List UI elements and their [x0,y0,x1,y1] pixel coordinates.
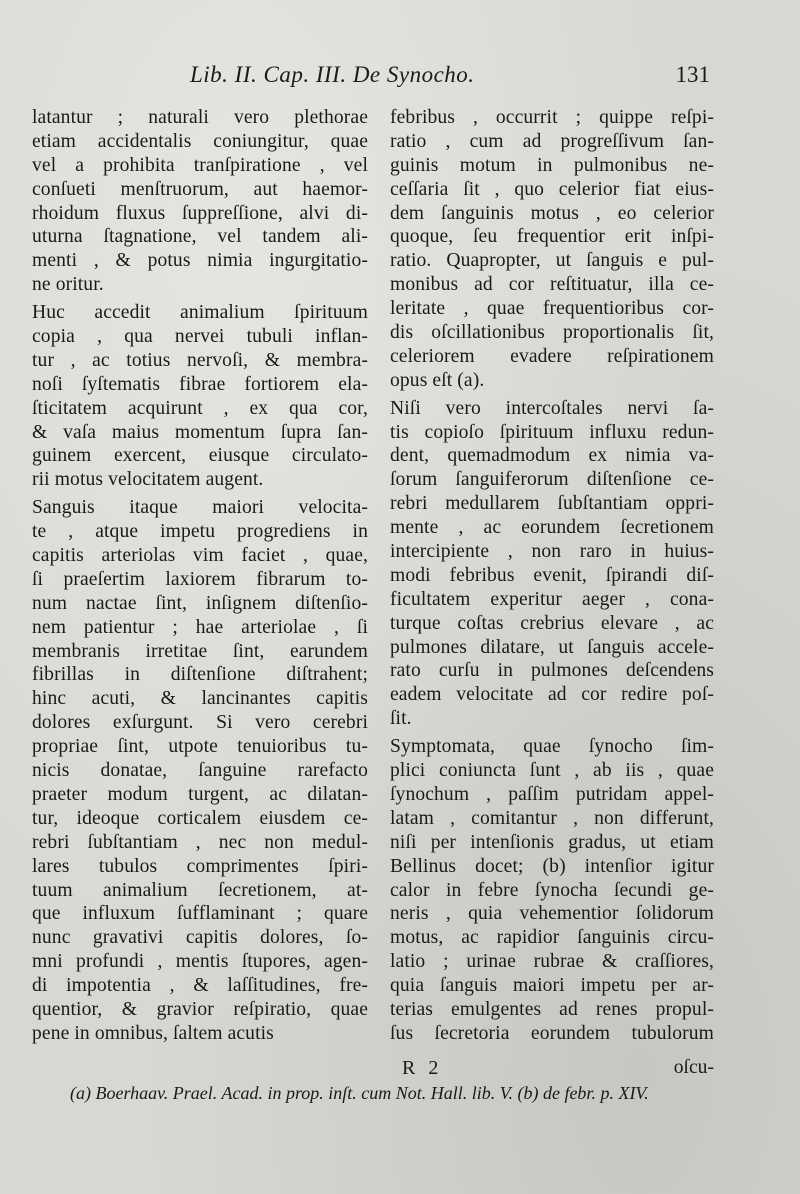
running-head: Lib. II. Cap. III. De Synocho. [190,62,475,87]
text-line: neris , quia vehementior ſolidorum [390,903,714,925]
text-line: num nactae ſint, inſignem diſtenſio- [32,592,368,614]
text-line: motus, ac rapidior ſanguinis circu- [390,927,714,949]
text-line: ſi praeſertim laxiorem fibrarum to- [32,568,368,590]
footnote: (a) Boerhaav. Prael. Acad. in prop. inſt. cum Not. Hall. lib. V. (b) de febr. p. XIV. [70,1083,649,1103]
text-line: plici coniuncta ſunt , ab iis , quae [390,760,714,782]
text-line: monibus ad cor reſtituatur, illa ce- [390,274,714,296]
text-line: quoque, ſeu frequentior erit inſpi- [390,226,714,248]
text-line: calor in febre ſynocha ſecundi ge- [390,879,714,901]
text-line: ficultatem experitur aeger , cona- [390,588,714,610]
text-line: di impotentia , & laſſitudines, fre- [32,975,368,997]
text-line: conſueti menſtruorum, aut haemor- [32,178,368,200]
text-line: rebri ſubſtantiam , nec non medul- [32,831,368,853]
text-line: tuum animalium ſecretionem, at- [32,879,368,901]
right-column [390,106,714,1046]
text-line: menti , & potus nimia ingurgitatio- [32,250,368,272]
text-line: praeter modum turgent, ac dilatan- [32,783,368,805]
text-line: mente , ac eorundem ſecretionem [390,517,714,539]
text-line: guinem exercent, eiusque circulato- [32,445,368,467]
text-line: Niſi vero intercoſtales nervi ſa- [390,397,714,419]
text-line: quentior, & gravior reſpiratio, quae [32,998,368,1020]
text-line: rato curſu in pulmones deſcendens [390,660,714,682]
text-line: guinis motum in pulmonibus ne- [390,154,714,176]
text-line: dent, quemadmodum ex nimia va- [390,445,714,467]
text-line: etiam accidentalis coniungitur, quae [32,130,368,152]
text-line: mni profundi , mentis ſtupores, agen- [32,951,368,973]
text-line: ratio , cum ad progreſſivum ſan- [390,130,714,152]
text-line: ne oritur. [32,274,104,296]
text-line: Huc accedit animalium ſpirituum [32,302,368,324]
text-line: latantur ; naturali vero plethorae [32,107,368,128]
text-line: que influxum ſufflaminant ; quare [32,903,368,925]
text-line: dis oſcillationibus proportionalis ſit, [390,322,714,344]
text-line: tur , ac totius nervoſi, & membra- [32,349,368,371]
text-line: tis copioſo ſpirituum influxu redun- [390,421,714,443]
text-line: propriae ſint, utpote tenuioribus tu- [32,736,368,758]
text-line: intercipiente , non raro in huius- [390,541,714,563]
text-line: dem ſanguinis motus , eo celerior [390,202,714,224]
text-line: hinc acuti, & lancinantes capitis [32,688,368,710]
text-line: febribus , occurrit ; quippe reſpi- [390,107,714,128]
signature-mark: R 2 [402,1057,443,1079]
text-line: dolores exſurgunt. Si vero cerebri [32,712,368,734]
text-line: uturna ſtagnatione, vel tandem ali- [32,226,368,248]
text-line: capitis arteriolas vim faciet , quae, [32,545,368,567]
text-line: latam , comitantur , non differunt, [390,807,714,829]
text-line: nicis donatae, ſanguine rarefacto [32,760,368,782]
text-line: turque coſtas crebrius elevare , ac [390,612,714,634]
text-line: pene in omnibus, ſaltem acutis [32,1022,274,1044]
text-line: te , atque impetu progrediens in [32,521,368,543]
text-line: Sanguis itaque maiori velocita- [32,497,368,519]
text-line: ſit. [390,708,412,730]
text-line: rii motus velocitatem augent. [32,469,264,491]
text-line: nunc gravativi capitis dolores, ſo- [32,927,368,949]
text-line: ceſſaria ſit , quo celerior fiat eius- [390,178,714,200]
text-line: opus eſt (a). [390,369,485,391]
text-line: & vaſa maius momentum ſupra ſan- [32,421,368,443]
page-number: 131 [675,62,710,87]
text-line: Bellinus docet; (b) intenſior igitur [390,855,714,877]
text-line: modi febribus evenit, ſpirandi diſ- [390,564,714,586]
text-line: copia , qua nervei tubuli inflan- [32,326,368,348]
text-line: Symptomata, quae ſynocho ſim- [390,736,714,758]
text-line: pulmones dilatare, ut ſanguis accele- [390,636,714,658]
catchword: oſcu- [673,1057,714,1078]
text-line: celeriorem evadere reſpirationem [390,345,714,367]
text-line: ſorum ſanguiferorum diſtenſione ce- [390,469,714,491]
text-line: eadem velocitate ad cor redire poſ- [390,684,714,706]
text-line: fibrillas in diſtenſione diſtrahent; [32,664,368,686]
text-line: leritate , quae frequentioribus cor- [390,298,714,320]
text-line: niſi per intenſionis gradus, ut etiam [390,831,714,853]
text-line: vel a prohibita tranſpiratione , vel [32,154,368,176]
text-line: lares tubulos comprimentes ſpiri- [32,855,368,877]
text-line: quia ſanguis maiori impetu per ar- [390,975,714,997]
text-line: latio ; urinae rubrae & craſſiores, [390,951,714,973]
left-column [32,106,368,1046]
text-line: ratio. Quapropter, ut ſanguis e pul- [390,250,714,272]
text-line: rhoidum fluxus ſuppreſſione, alvi di- [32,202,368,224]
text-line: noſi ſyſtematis fibrae fortiorem ela- [32,373,368,395]
text-line: ſticitatem acquirunt , ex qua cor, [32,397,368,419]
text-line: rebri medullarem ſubſtantiam oppri- [390,493,714,515]
text-line: ſynochum , paſſim putridam appel- [390,783,714,805]
text-line: membranis irretitae ſint, earundem [32,640,368,662]
text-line: terias emulgentes ad renes propul- [390,998,714,1020]
text-line: tur, ideoque corticalem eiusdem ce- [32,807,368,829]
text-line: ſus ſecretoria eorundem tubulorum [390,1022,714,1044]
text-line: nem patientur ; hae arteriolae , ſi [32,616,368,638]
